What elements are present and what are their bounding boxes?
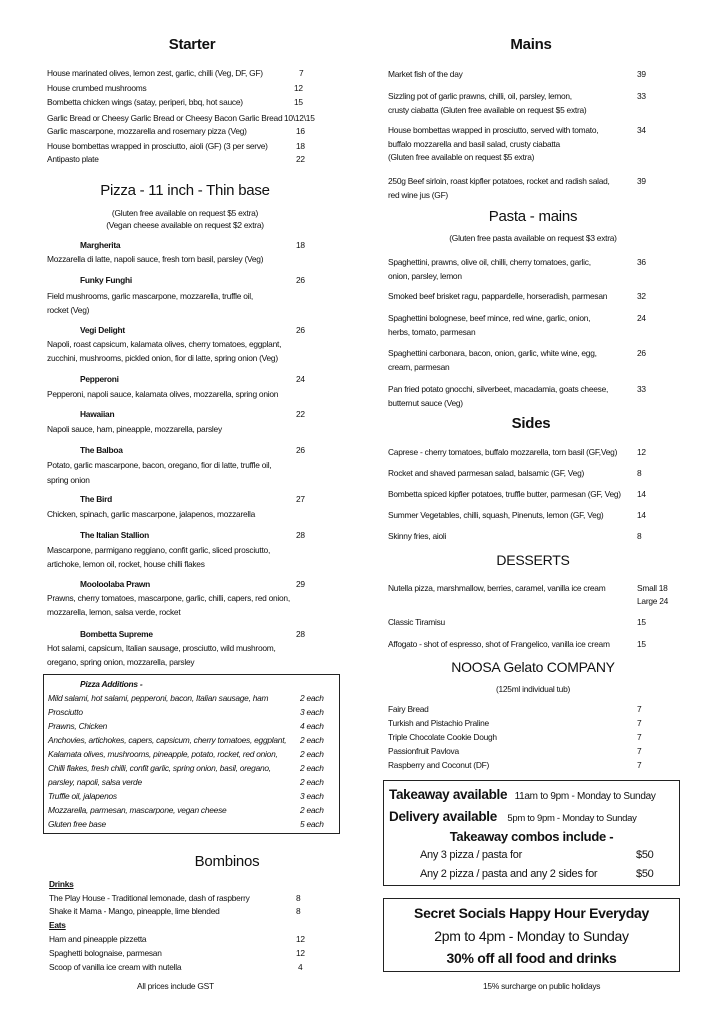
gelato-item: Turkish and Pistachio Praline 7 [388,718,642,728]
delivery-line: Delivery available 5pm to 9pm - Monday to Sunday [389,809,637,824]
takeaway-box [383,780,680,886]
side-item: Bombetta spiced kipfler potatoes, truffle butter, parmesan (GF, Veg) 14 [388,489,646,499]
pizza-item: The Bird 27 Chicken, spinach, garlic mascarpone, jalapenos, mozzarella [47,494,305,519]
side-item: Caprese - cherry tomatoes, buffalo mozzarella, torn basil (GF,Veg) 12 [388,447,646,457]
starter-item: House bombettas wrapped in prosciutto, aioli (GF) (3 per serve) 18 [47,141,305,151]
pizza-item: Funky Funghi 26 Field mushrooms, garlic mascarpone, mozzarella, truffle oil, rocket (Veg) [47,275,305,315]
pizza-item: Hawaiian 22 Napoli sauce, ham, pineapple, mozzarella, parsley [47,409,305,434]
takeaway-line: Takeaway available 11am to 9pm - Monday to Sunday [389,787,656,802]
pizza-item: Pepperoni 24 Pepperoni, napoli sauce, kalamata olives, mozzarella, spring onion [47,374,305,399]
drink-item: The Play House - Traditional lemonade, dash of raspberry 8 [49,893,301,903]
surcharge-note: 15% surcharge on public holidays [483,981,601,991]
starter-item: Garlic Bread or Cheesy Garlic Bread or Cheesy Bacon Garlic Bread 10\12\15 [47,113,315,123]
gelato-note: (125ml individual tub) [495,684,571,694]
pasta-title: Pasta - mains [488,208,578,225]
pizza-item: Vegi Delight 26 Napoli, roast capsicum, kalamata olives, cherry tomatoes, eggplant, zucchini, mushrooms, pickled onion, fior di latte, spring onion (Veg) [47,325,305,363]
side-item: Rocket and shaved parmesan salad, balsamic (GF, Veg) 8 [388,468,642,478]
starter-item: Bombetta chicken wings (satay, periperi, bbq, hot sauce) 15 [47,97,303,107]
mains-item: Sizzling pot of garlic prawns, chilli, oil, parsley, lemon, crusty ciabatta (Gluten free available on request $5 extra) 33 [388,91,646,115]
addition-item: Anchovies, artichokes, capers, capsicum, cherry tomatoes, eggplant, 2 each [48,735,324,745]
pizza-note-vegan: (Vegan cheese available on request $2 extra) [106,220,264,230]
pasta-item: Spaghettini carbonara, bacon, onion, garlic, white wine, egg, cream, parmesan 26 [388,348,646,372]
pizza-item: The Balboa 26 Potato, garlic mascarpone, bacon, oregano, fior di latte, truffle oil, spring onion [47,445,305,485]
combo-item: Any 2 pizza / pasta and any 2 sides for $50 [420,868,654,880]
pizza-item: Margherita 18 Mozzarella di latte, napoli sauce, fresh torn basil, parsley (Veg) [47,240,305,264]
dessert-item: Affogato - shot of espresso, shot of Frangelico, vanilla ice cream 15 [388,639,646,649]
pasta-note: (Gluten free pasta available on request $3 extra) [449,233,617,243]
happy-hour-title: Secret Socials Happy Hour Everyday [414,905,649,921]
pasta-item: Spaghettini bolognese, beef mince, red wine, garlic, onion, herbs, tomato, parmesan 24 [388,313,646,337]
addition-item: Mozzarella, parmesan, mascarpone, vegan cheese 2 each [48,805,324,815]
pizza-note-gluten: (Gluten free available on request $5 extra) [111,208,259,218]
combos-title: Takeaway combos include - [449,829,614,844]
eats-item: Ham and pineapple pizzetta 12 [49,934,305,944]
happy-hour-box [383,898,680,972]
eats-label: Eats [49,920,66,930]
addition-item: Prosciutto 3 each [48,707,324,717]
pasta-item: Pan fried potato gnocchi, silverbeet, macadamia, goats cheese, butternut sauce (Veg) 33 [388,384,646,408]
drink-item: Shake it Mama - Mango, pineapple, lime blended 8 [49,906,301,916]
gst-note: All prices include GST [137,981,214,991]
mains-title: Mains [510,36,552,53]
side-item: Skinny fries, aioli 8 [388,531,642,541]
sides-title: Sides [511,415,551,432]
pizza-item: The Italian Stallion 28 Mascarpone, parmigano reggiano, confit garlic, sliced prosciutto, artichoke, lemon oil, rocket, house chilli flakes [47,530,305,569]
eats-item: Spaghetti bolognaise, parmesan 12 [49,948,305,958]
bombinos-title: Bombinos [194,853,260,870]
mains-item: Market fish of the day 39 [388,69,646,79]
starter-item: Garlic mascarpone, mozzarella and rosemary pizza (Veg) 16 [47,126,305,136]
pizza-item: Mooloolaba Prawn 29 Prawns, cherry tomatoes, mascarpone, garlic, chilli, capers, red onion, mozzarella, lemon, salsa verde, rocket [47,579,305,617]
starter-item: House marinated olives, lemon zest, garlic, chilli (Veg, DF, GF) 7 [47,68,304,78]
addition-item: Prawns, Chicken 4 each [48,721,324,731]
addition-item: parsley, napoli, salsa verde 2 each [48,777,324,787]
side-item: Summer Vegetables, chilli, squash, Pinenuts, lemon (GF, Veg) 14 [388,510,646,520]
starter-title: Starter [168,36,216,53]
gelato-item: Triple Chocolate Cookie Dough 7 [388,732,642,742]
gelato-item: Passionfruit Pavlova 7 [388,746,642,756]
drinks-label: Drinks [49,879,74,889]
mains-item: 250g Beef sirloin, roast kipfler potatoes, rocket and radish salad, red wine jus (GF) 39 [388,176,646,200]
addition-item: Truffle oil, jalapenos 3 each [48,791,324,801]
pizza-title: Pizza - 11 inch - Thin base [100,182,270,199]
pizza-item: Bombetta Supreme 28 Hot salami, capsicum, Italian sausage, prosciutto, wild mushroom, oregano, spring onion, mozzarella, parsley [47,629,305,667]
starter-item: House crumbed mushrooms 12 [47,83,303,93]
dessert-item: Nutella pizza, marshmallow, berries, caramel, vanilla ice cream Small 18 Large 24 [388,583,669,606]
combo-item: Any 3 pizza / pasta for $50 [420,849,654,861]
addition-item: Gluten free base 5 each [48,819,324,829]
gelato-item: Fairy Bread 7 [388,704,642,714]
dessert-item: Classic Tiramisu 15 [388,617,646,627]
desserts-title: DESSERTS [496,552,570,568]
additions-title: Pizza Additions - [80,679,143,689]
mains-item: House bombettas wrapped in prosciutto, served with tomato, buffalo mozzarella and basil salad, crusty ciabatta (Gluten free available on request $5 extra) 34 [388,125,646,162]
happy-hour-hours: 2pm to 4pm - Monday to Sunday [434,928,629,944]
bombinos-section [47,0,317,1024]
pasta-item: Smoked beef brisket ragu, pappardelle, horseradish, parmesan 32 [388,291,646,301]
gelato-item: Raspberry and Coconut (DF) 7 [388,760,642,770]
starter-item: Antipasto plate 22 [47,154,305,164]
pasta-item: Spaghettini, prawns, olive oil, chilli, cherry tomatoes, garlic, onion, parsley, lemon 36 [388,257,646,281]
eats-item: Scoop of vanilla ice cream with nutella 4 [49,962,303,972]
addition-item: Chilli flakes, fresh chilli, confit garlic, spring onion, basil, oregano, 2 each [48,763,324,773]
gelato-title: NOOSA Gelato COMPANY [451,659,615,675]
happy-hour-offer: 30% off all food and drinks [446,950,617,966]
addition-item: Kalamata olives, mushrooms, pineapple, potato, rocket, red onion, 2 each [48,749,324,759]
addition-item: Mild salami, hot salami, pepperoni, bacon, Italian sausage, ham 2 each [48,693,324,703]
